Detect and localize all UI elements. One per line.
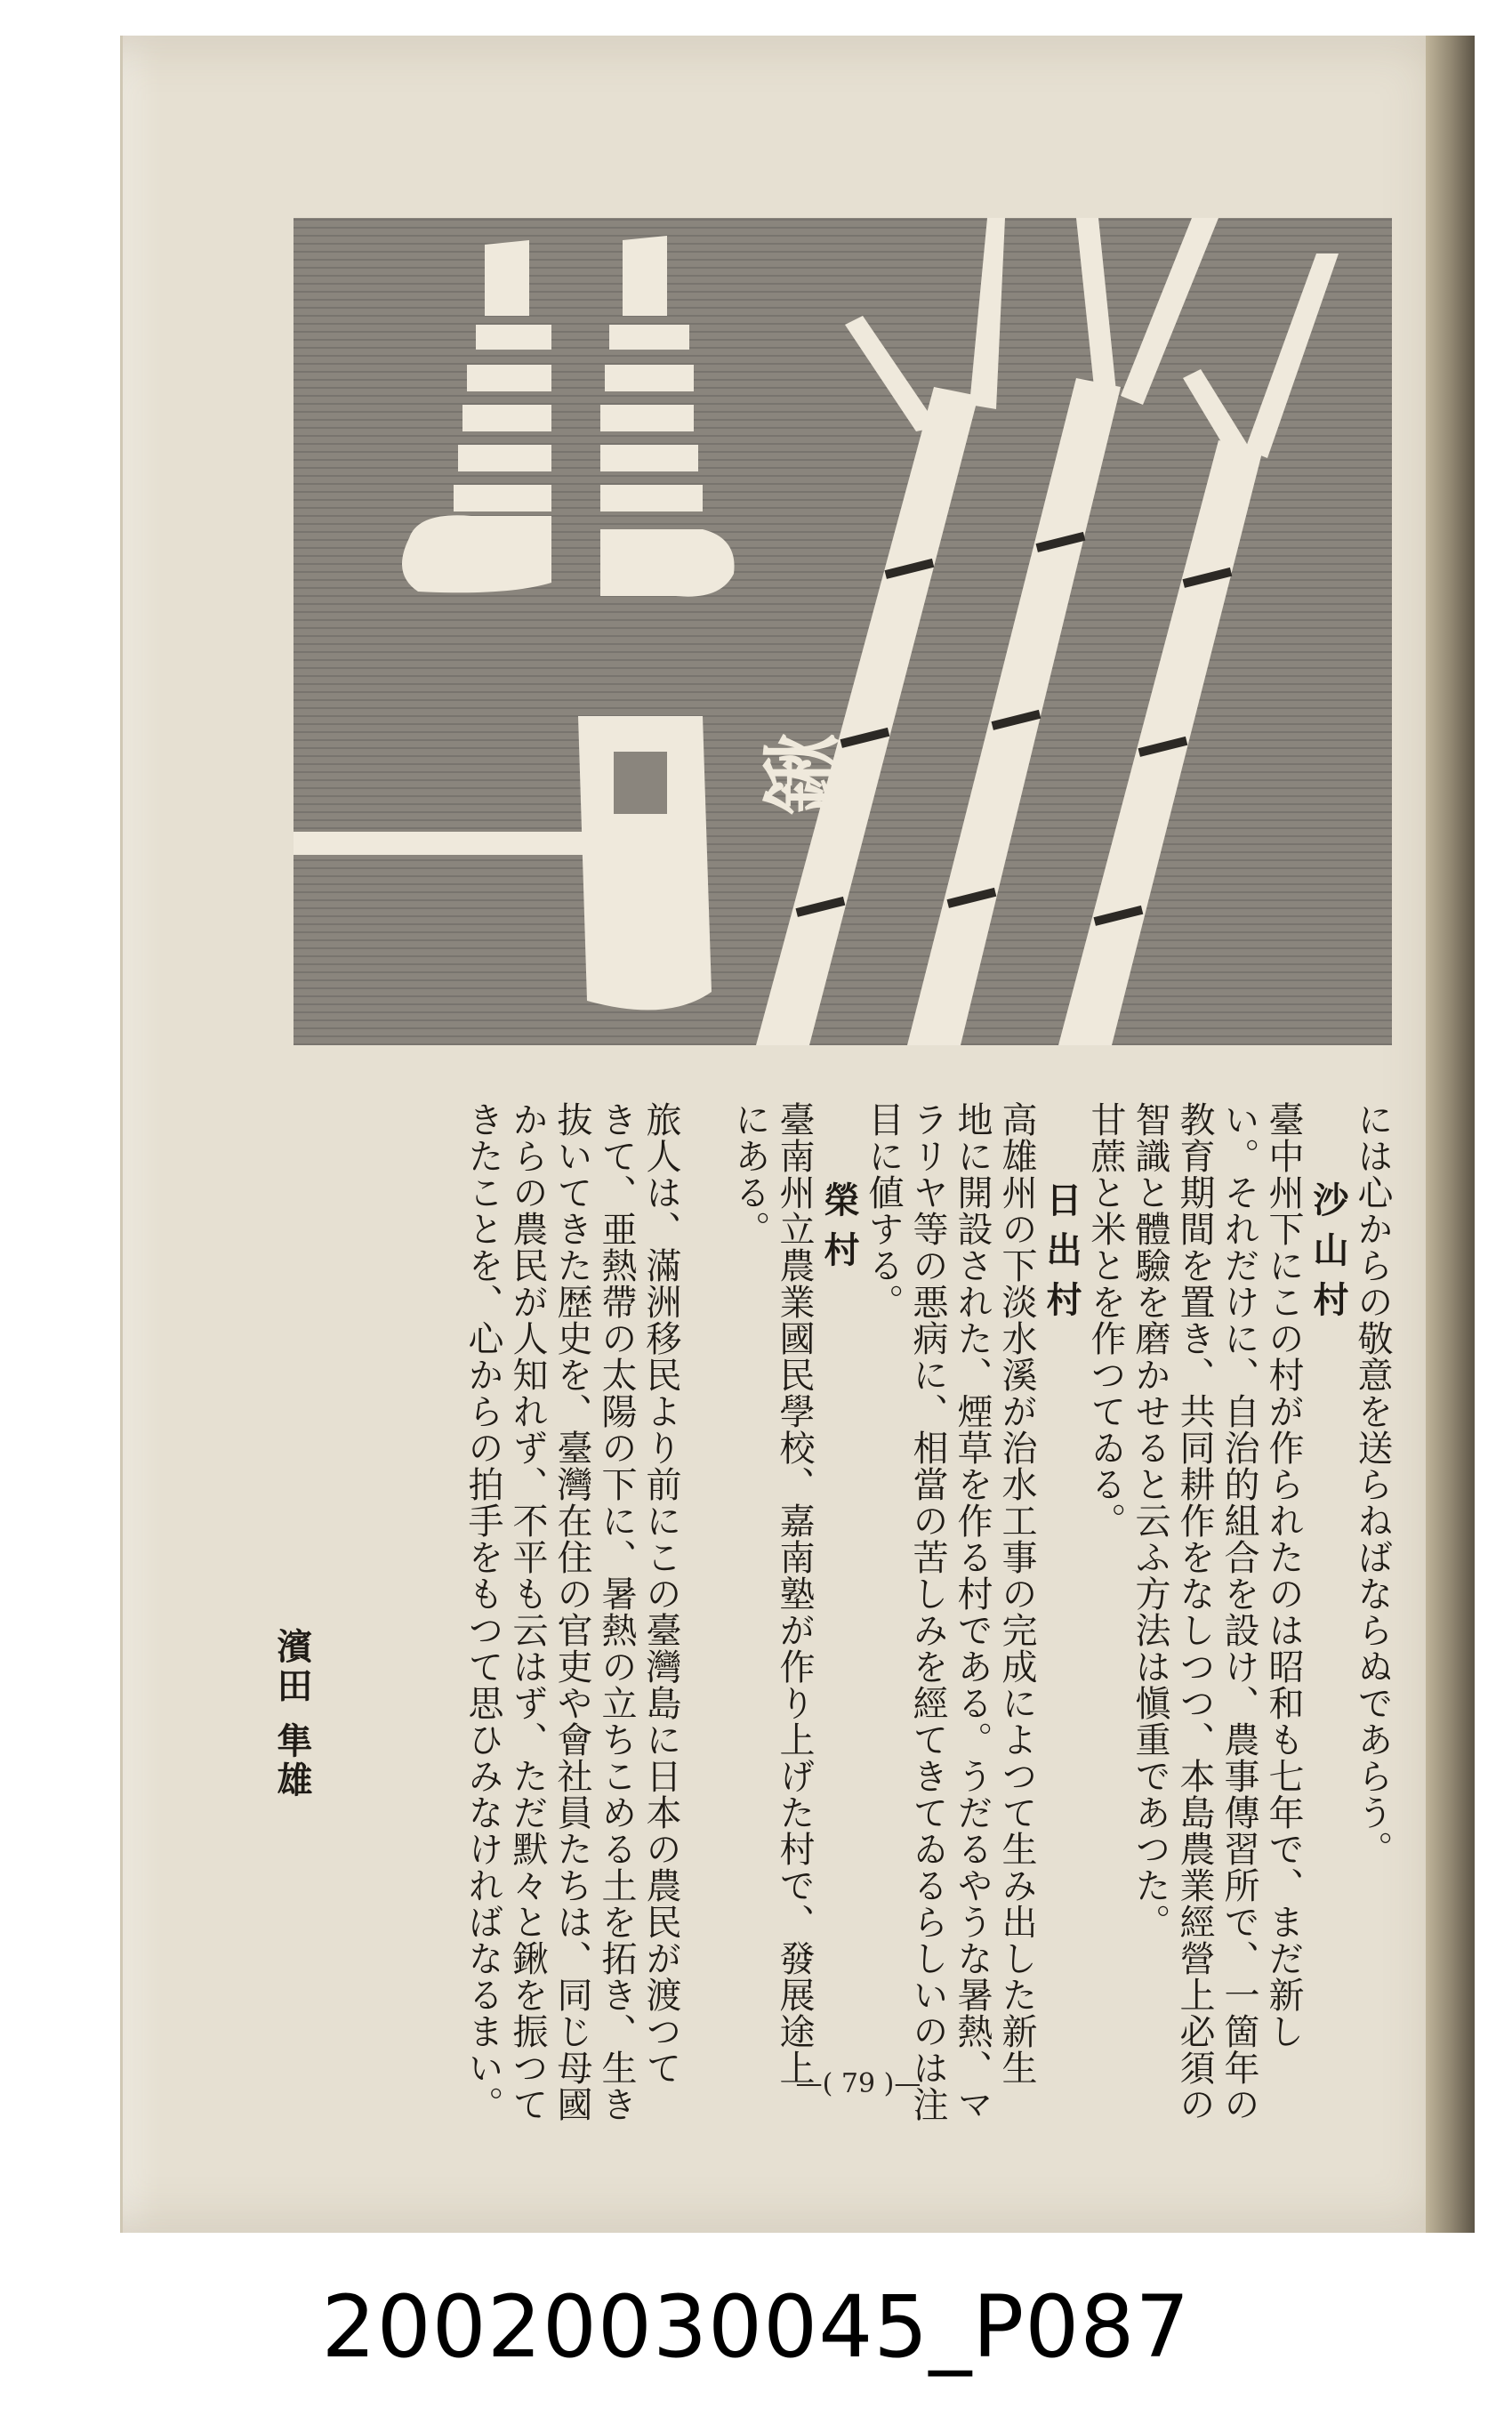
text-column: きて、亜熱帶の太陽の下に、暑熱の立ちこめる土を拓き、生き	[596, 1101, 637, 2122]
image-caption: 20020030045_P087	[321, 2277, 1191, 2377]
sugar-cane	[756, 218, 1339, 1045]
text-column: にある。	[729, 1101, 770, 1247]
woodcut-illustration	[294, 218, 1392, 1045]
text-column: 智識と體驗を磨かせると云ふ方法は愼重であつた。	[1130, 1101, 1170, 1940]
page-number: —( 79 )—	[795, 2068, 921, 2099]
woodcut-seal-text: 鍬	[757, 734, 850, 814]
text-column: ラリヤ等の悪病に、相當の苦しみを經てきてゐるらしいのは注	[907, 1101, 948, 2122]
text-column: 旅人は、滿洲移民より前にこの臺灣島に日本の農民が渡つて	[640, 1101, 681, 2086]
text-column: い。それだけに、自治的組合を設け、農事傳習所で、一箇年の	[1218, 1101, 1259, 2122]
text-column: 臺南州立農業國民學校、嘉南塾が作り上げた村で、發展途上	[774, 1101, 815, 2086]
section-heading: 榮村	[818, 1181, 859, 1281]
section-heading: 日出村	[1041, 1181, 1082, 1331]
author-name: 濱田 隼雄	[271, 1628, 312, 1800]
text-column: きたことを、心からの拍手をもつて思ひみなければなるまい。	[462, 1101, 503, 2122]
text-column: 高雄州の下淡水溪が治水工事の完成によつて生み出した新生	[996, 1101, 1037, 2086]
text-column: 目に値する。	[863, 1101, 904, 1320]
column-spacer	[680, 1101, 725, 2080]
book-spine	[1426, 36, 1475, 2233]
right-leg	[600, 236, 735, 597]
woodcut-drawing	[294, 218, 1392, 1045]
text-column: には心からの敬意を送らねばならぬであらう。	[1352, 1101, 1393, 1867]
text-column: 臺中州下にこの村が作られたのは昭和も七年で、まだ新し	[1263, 1101, 1304, 2050]
left-leg	[402, 240, 551, 592]
section-heading: 沙山村	[1307, 1181, 1348, 1331]
text-column: からの農民が人知れず、不平も云はず、ただ默々と鍬を振つて	[507, 1101, 548, 2122]
text-column: 地に開設された、煙草を作る村である。うだるやうな暑熱、マ	[952, 1101, 993, 2122]
hoe	[294, 716, 712, 1010]
text-column: 教育期間を置き、共同耕作をなしつつ、本島農業經營上必須の	[1174, 1101, 1215, 2122]
text-column: 抜いてきた歴史を、臺灣在住の官吏や會社員たちは、同じ母國	[551, 1101, 592, 2122]
text-column: 甘蔗と米とを作つてゐる。	[1085, 1101, 1126, 1539]
